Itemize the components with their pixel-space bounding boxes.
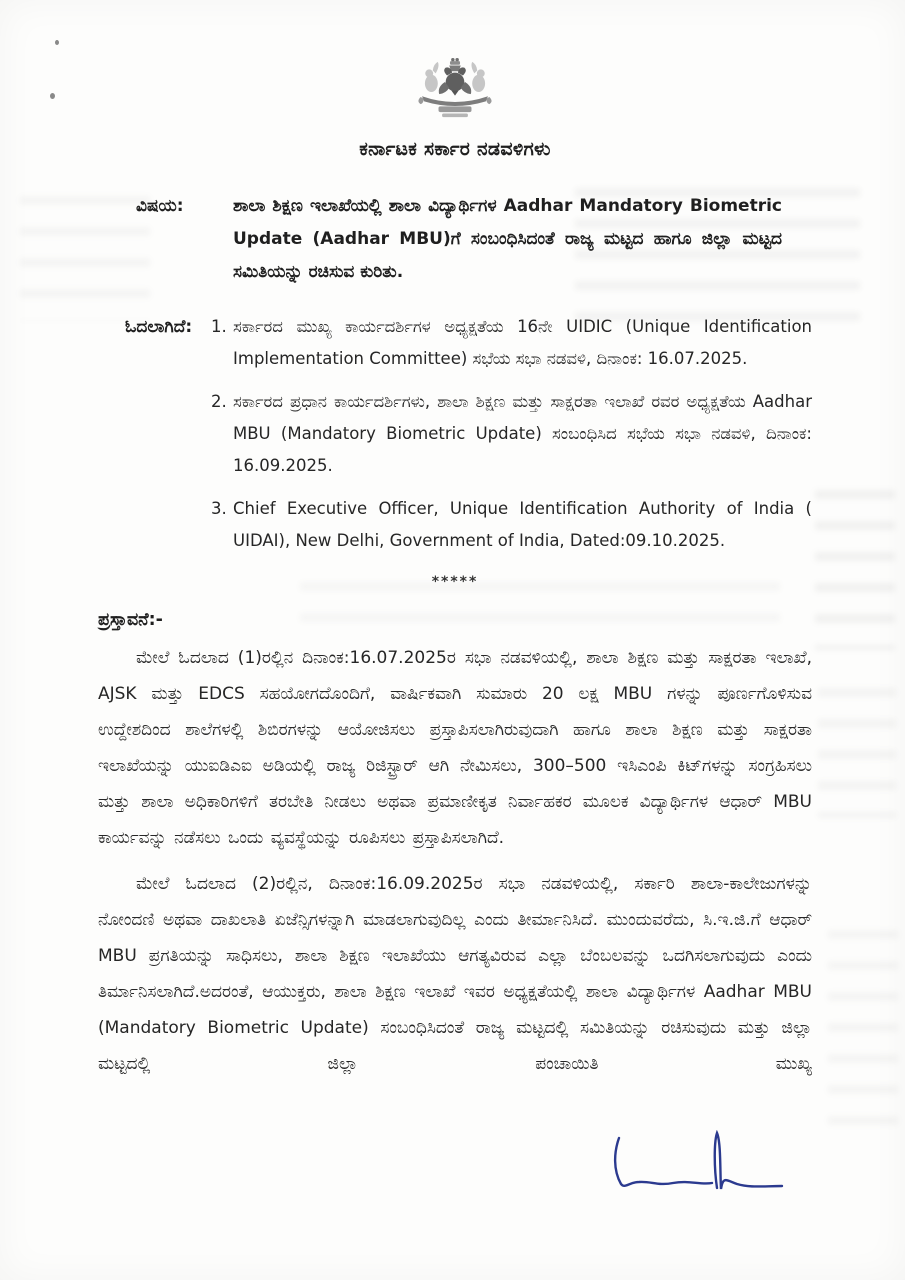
bleed-through-artifact <box>828 930 898 1140</box>
scan-speck <box>50 93 55 99</box>
document-title: ಕರ್ನಾಟಕ ಸರ್ಕಾರ ನಡವಳಿಗಳು <box>359 138 551 160</box>
reference-item: ಸರ್ಕಾರದ ಪ್ರಧಾನ ಕಾರ್ಯದರ್ಶಿಗಳು, ಶಾಲಾ ಶಿಕ್ಷಣ ಮತ್ತು ಸಾಕ್ಷರತಾ ಇಲಾಖೆ ರವರ ಅಧ್ಯಕ್ಷತೆಯ Aadhar MBU (Mandatory Biometric Update) ಸಂಬಂಧಿಸಿದ ಸಭೆಯ ಸಭಾ ನಡವಳಿ, ದಿನಾಂಕ: 16.09.2025. <box>233 392 812 475</box>
subject-label: ವಿಷಯ: <box>136 196 184 216</box>
preamble-heading: ಪ್ರಸ್ತಾವನೆ:- <box>98 610 163 630</box>
handwritten-signature-icon <box>592 1130 792 1200</box>
bleed-through-artifact <box>815 490 895 650</box>
subject-text: ಶಾಲಾ ಶಿಕ್ಷಣ ಇಲಾಖೆಯಲ್ಲಿ ಶಾಲಾ ವಿದ್ಯಾರ್ಥಿಗಳ Aadhar Mandatory Biometric Update (Aadhar MBU)ಗೆ ಸಂಬಂಧಿಸಿದಂತೆ ರಾಜ್ಯ ಮಟ್ಟದ ಹಾಗೂ ಜಿಲ್ಲಾ ಮಟ್ಟದ ಸಮಿತಿಯನ್ನು ರಚಿಸುವ ಕುರಿತು. <box>233 196 782 282</box>
subject-block <box>98 190 782 289</box>
karnataka-state-emblem-icon <box>412 56 498 132</box>
bleed-through-artifact <box>818 688 896 818</box>
reference-item: ಸರ್ಕಾರದ ಮುಖ್ಯ ಕಾರ್ಯದರ್ಶಿಗಳ ಅಧ್ಯಕ್ಷತೆಯ 16ನೇ UIDIC (Unique Identification Implementation Committee) ಸಭೆಯ ಸಭಾ ನಡವಳಿ, ದಿನಾಂಕ: 16.07.2025. <box>233 317 812 368</box>
references-list <box>233 311 812 568</box>
asterisk-separator: ***** <box>431 574 479 590</box>
preamble-paragraph: ಮೇಲೆ ಓದಲಾದ (2)ರಲ್ಲಿನ, ದಿನಾಂಕ:16.09.2025ರ ಸಭಾ ನಡವಳಿಯಲ್ಲಿ, ಸರ್ಕಾರಿ ಶಾಲಾ-ಕಾಲೇಜುಗಳನ್ನು ನೋಂದಣಿ ಅಥವಾ ದಾಖಲಾತಿ ಏಜೆನ್ಸಿಗಳನ್ನಾಗಿ ಮಾಡಲಾಗುವುದಿಲ್ಲ ಎಂದು ತೀರ್ಮಾನಿಸಿದೆ. ಮುಂದುವರೆದು, ಸಿ.ಇ.ಜಿ.ಗೆ ಆಧಾರ್ MBU ಪ್ರಗತಿಯನ್ನು ಸಾಧಿಸಲು, ಶಾಲಾ ಶಿಕ್ಷಣ ಇಲಾಖೆಯು ಆಗತ್ಯವಿರುವ ಎಲ್ಲಾ ಬೆಂಬಲವನ್ನು ಒದಗಿಸಲಾಗುವುದು ಎಂದು ತಿರ್ಮಾನಿಸಲಾಗಿದೆ.ಅದರಂತೆ, ಆಯುಕ್ತರು, ಶಾಲಾ ಶಿಕ್ಷಣ ಇಲಾಖೆ ಇವರ ಅಧ್ಯಕ್ಷತೆಯಲ್ಲಿ ಶಾಲಾ ವಿದ್ಯಾರ್ಥಿಗಳ Aadhar MBU (Mandatory Biometric Update) ಸಂಬಂಧಿಸಿದಂತೆ ರಾಜ್ಯ ಮಟ್ಟದಲ್ಲಿ ಸಮಿತಿಯನ್ನು ರಚಿಸುವುದು ಮತ್ತು ಜಿಲ್ಲಾ ಮಟ್ಟದಲ್ಲಿ ಜಿಲ್ಲಾ ಪಂಚಾಯಿತಿ ಮುಖ್ಯ <box>98 874 812 1074</box>
references-label: ಓದಲಾಗಿದೆ: <box>125 317 193 337</box>
preamble-paragraph: ಮೇಲೆ ಓದಲಾದ (1)ರಲ್ಲಿನ ದಿನಾಂಕ:16.07.2025ರ ಸಭಾ ನಡವಳಿಯಲ್ಲಿ, ಶಾಲಾ ಶಿಕ್ಷಣ ಮತ್ತು ಸಾಕ್ಷರತಾ ಇಲಾಖೆ, AJSK ಮತ್ತು EDCS ಸಹಯೋಗದೊಂದಿಗೆ, ವಾರ್ಷಿಕವಾಗಿ ಸುಮಾರು 20 ಲಕ್ಷ MBU ಗಳನ್ನು ಪೂರ್ಣಗೊಳಿಸುವ ಉದ್ದೇಶದಿಂದ ಶಾಲೆಗಳಲ್ಲಿ ಶಿಬಿರಗಳನ್ನು ಆಯೋಜಿಸಲು ಪ್ರಸ್ತಾಪಿಸಲಾಗಿರುವುದಾಗಿ ಹಾಗೂ ಶಾಲಾ ಶಿಕ್ಷಣ ಮತ್ತು ಸಾಕ್ಷರತಾ ಇಲಾಖೆಯನ್ನು ಯುಐಡಿಎಐ ಅಡಿಯಲ್ಲಿ ರಾಜ್ಯ ರಿಜಿಸ್ಟ್ರಾರ್ ಆಗಿ ನೇಮಿಸಲು, 300–500 ಇಸಿಎಂಪಿ ಕಿಟ್‌ಗಳನ್ನು ಸಂಗ್ರಹಿಸಲು ಮತ್ತು ಶಾಲಾ ಅಧಿಕಾರಿಗಳಿಗೆ ತರಬೇತಿ ನೀಡಲು ಅಥವಾ ಪ್ರಮಾಣೀಕೃತ ನಿರ್ವಾಹಕರ ಮೂಲಕ ವಿದ್ಯಾರ್ಥಿಗಳ ಆಧಾರ್ MBU ಕಾರ್ಯವನ್ನು ನಡೆಸಲು ಒಂದು ವ್ಯವಸ್ಥೆಯನ್ನು ರೂಪಿಸಲು ಪ್ರಸ್ತಾಪಿಸಲಾಗಿದೆ. <box>98 648 812 848</box>
scan-speck <box>55 40 59 45</box>
references-block <box>98 311 812 568</box>
reference-item: Chief Executive Officer, Unique Identification Authority of India ( UIDAI), New Delhi, Government of India, Dated:09.10.2025. <box>233 499 812 550</box>
